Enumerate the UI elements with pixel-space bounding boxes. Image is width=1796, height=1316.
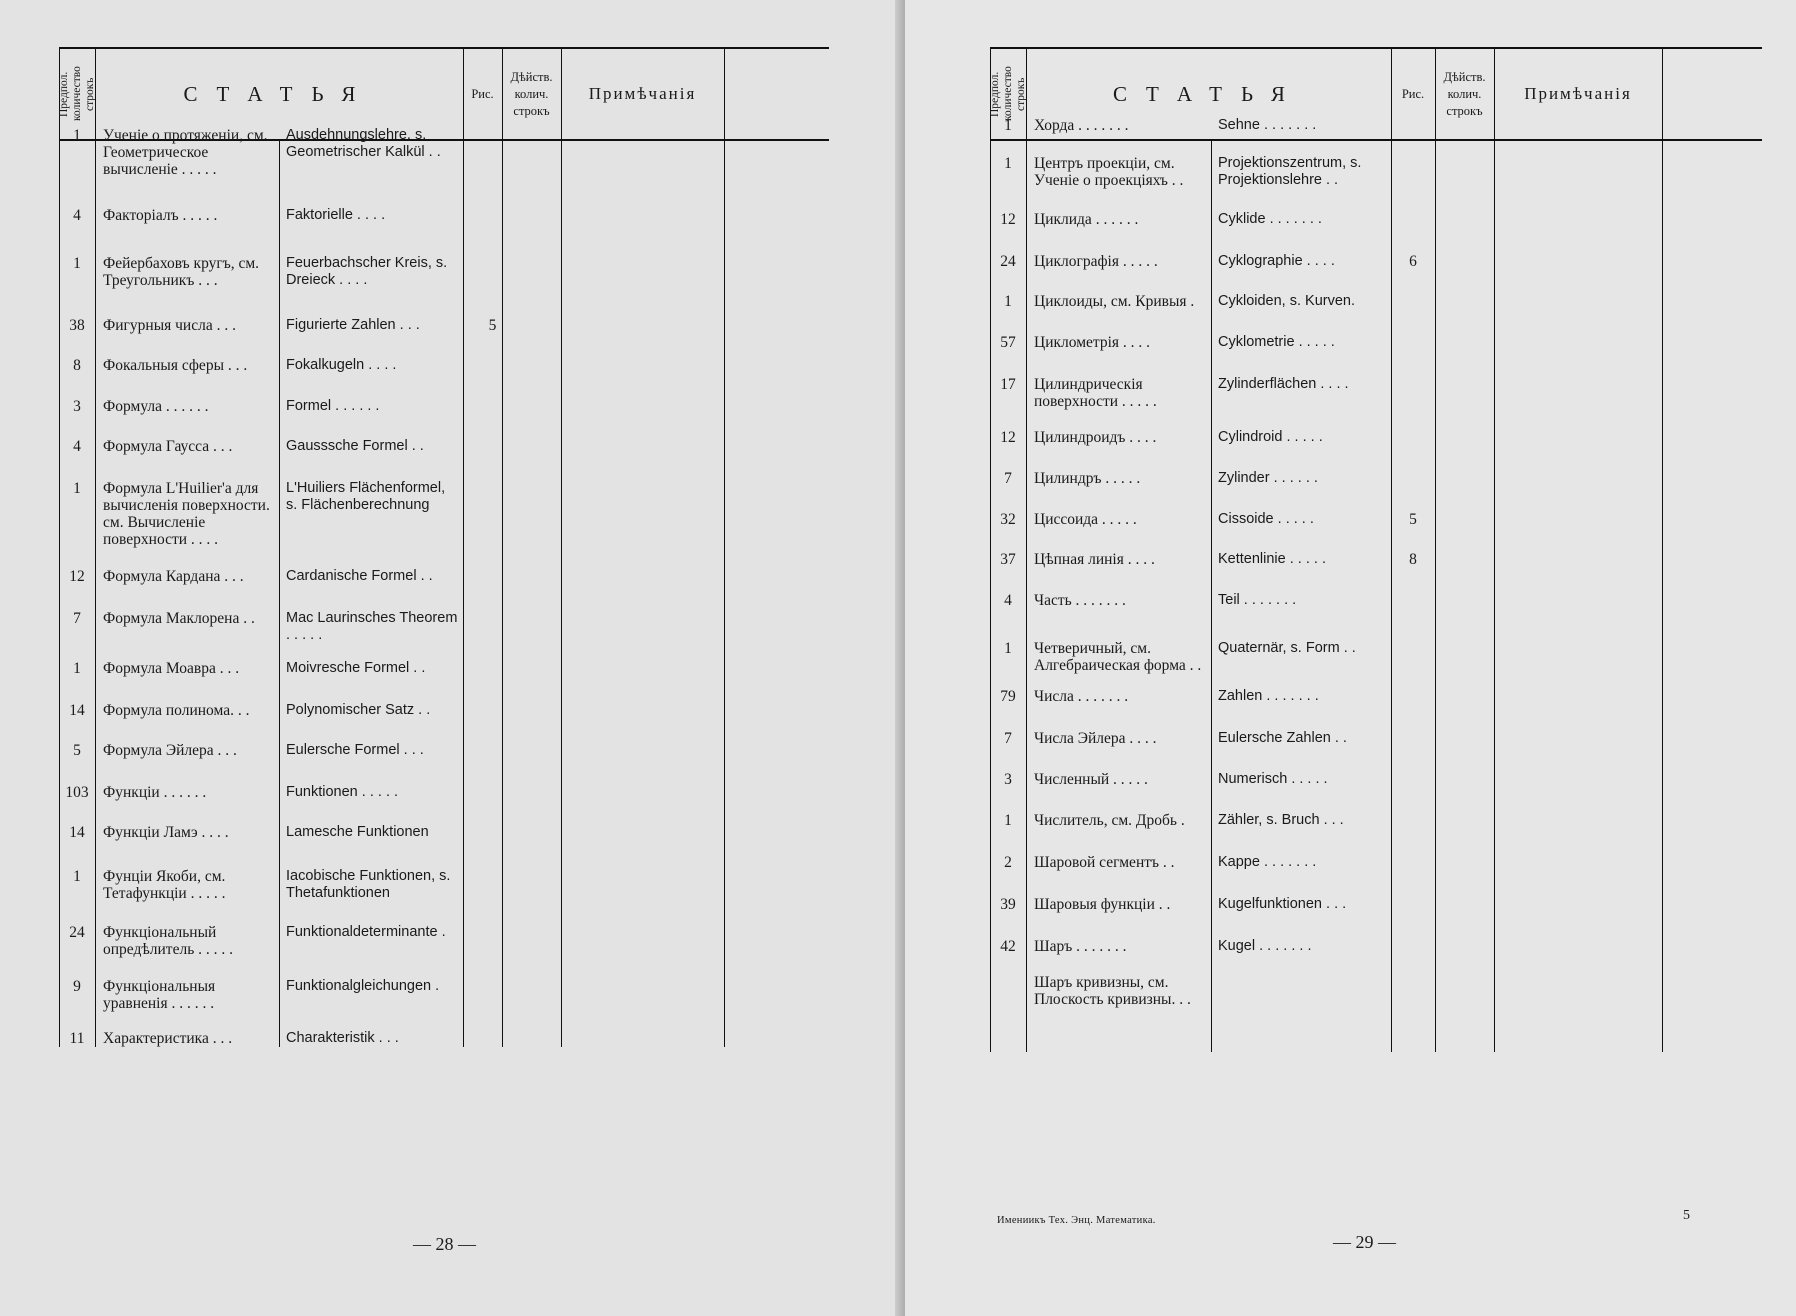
russian-term: Цѣпная линія . . . .: [1034, 551, 1155, 568]
russian-term: Шаръ . . . . . . .: [1034, 938, 1127, 955]
german-term: Mac Laurinsches Theorem . . . . .: [286, 610, 458, 643]
russian-term: Циклида . . . . . .: [1034, 211, 1139, 228]
german-term: Charakteristik . . .: [286, 1030, 399, 1046]
german-term: Figurierte Zahlen . . .: [286, 317, 420, 333]
figure-count: 8: [1409, 551, 1417, 568]
column-rule: [1435, 47, 1436, 1052]
row-count: 1: [73, 127, 81, 144]
row-count: 3: [1004, 771, 1012, 788]
header-fig: [463, 49, 502, 139]
russian-term: Фигурныя числа . . .: [103, 317, 236, 334]
german-term: Iacobische Funktionen, s. Thetafunktionen: [286, 868, 451, 901]
row-count: 7: [1004, 470, 1012, 487]
russian-term: Факторіалъ . . . . .: [103, 207, 218, 224]
russian-term: Шаръ кривизны, см. Плоскость кривизны. . .: [1034, 974, 1191, 1008]
header-count-label: Предпол. количество строкъ: [988, 66, 1027, 122]
german-term: Sehne . . . . . . .: [1218, 117, 1317, 133]
russian-term: Циссоида . . . . .: [1034, 511, 1137, 528]
russian-term: Четверичный, см. Алгебраическая форма . .: [1034, 640, 1202, 674]
german-term: Polynomischer Satz . .: [286, 702, 431, 718]
header-actual-label: Дѣйств. колич. строкъ: [510, 69, 553, 118]
row-count: 1: [73, 868, 81, 885]
row-count: 1: [1004, 812, 1012, 829]
row-count: 32: [1000, 511, 1016, 528]
header-notes: [1494, 49, 1662, 139]
row-count: 7: [73, 610, 81, 627]
russian-term: Формула Кардана . . .: [103, 568, 244, 585]
german-term: Eulersche Formel . . .: [286, 742, 424, 758]
column-rule: [502, 47, 503, 1047]
russian-term: Числа . . . . . . .: [1034, 688, 1129, 705]
russian-term: Формула Эйлера . . .: [103, 742, 237, 759]
german-term: Funktionaldeterminante .: [286, 924, 446, 940]
german-term: Teil . . . . . . .: [1218, 592, 1297, 608]
header-article-label: СТАТЬЯ: [1113, 81, 1304, 106]
russian-term: Центръ проекціи, см. Ученіе о проекціяхъ . .: [1034, 155, 1184, 189]
row-count: 12: [69, 568, 85, 585]
header-count-label: Предпол. количество строкъ: [57, 66, 96, 122]
row-count: 1: [1004, 293, 1012, 310]
column-rule: [1211, 139, 1212, 1052]
german-term: L'Huiliers Flächenformel, s. Flächenberechnung: [286, 480, 446, 513]
german-term: Cardanische Formel . .: [286, 568, 433, 584]
header-article-label: СТАТЬЯ: [183, 81, 375, 106]
row-count: 12: [1000, 211, 1016, 228]
row-count: 24: [1000, 253, 1016, 270]
russian-term: Часть . . . . . . .: [1034, 592, 1126, 609]
russian-term: Цилиндръ . . . . .: [1034, 470, 1141, 487]
german-term: Lamesche Funktionen: [286, 824, 429, 840]
german-term: Cykloiden, s. Kurven.: [1218, 293, 1356, 309]
header-fig-label: Рис.: [1401, 86, 1425, 101]
column-rule: [724, 47, 725, 1047]
russian-term: Числитель, см. Дробь .: [1034, 812, 1185, 829]
row-count: 1: [73, 480, 81, 497]
german-term: Moivresche Formel . .: [286, 660, 426, 676]
german-term: Zylinderflächen . . . .: [1218, 376, 1349, 392]
header-notes: [561, 49, 724, 139]
german-term: Quaternär, s. Form . .: [1218, 640, 1356, 656]
row-count: 4: [73, 207, 81, 224]
german-term: Kugel . . . . . . .: [1218, 938, 1312, 954]
header-notes-label: Примѣчанія: [1524, 84, 1632, 103]
row-count: 2: [1004, 854, 1012, 871]
german-term: Cissoide . . . . .: [1218, 511, 1314, 527]
header-article: [95, 49, 463, 139]
german-term: Kettenlinie . . . . .: [1218, 551, 1326, 567]
german-term: Zylinder . . . . . .: [1218, 470, 1318, 486]
russian-term: Формула полинома. . .: [103, 702, 250, 719]
german-term: Formel . . . . . .: [286, 398, 380, 414]
russian-term: Формула Моавра . . .: [103, 660, 240, 677]
russian-term: Циклографія . . . . .: [1034, 253, 1158, 270]
russian-term: Формула Маклорена . .: [103, 610, 255, 627]
russian-term: Ученіе о протяженіи, см. Геометрическое вычисленіе . . . . .: [103, 127, 268, 178]
figure-count: 5: [1409, 511, 1417, 528]
russian-term: Цилиндроидъ . . . .: [1034, 429, 1157, 446]
german-term: Kappe . . . . . . .: [1218, 854, 1317, 870]
russian-term: Шаровой сегментъ . .: [1034, 854, 1175, 871]
row-count: 4: [73, 438, 81, 455]
german-term: Cylindroid . . . . .: [1218, 429, 1323, 445]
row-count: 9: [73, 978, 81, 995]
german-term: Cyklometrie . . . . .: [1218, 334, 1335, 350]
row-count: 42: [1000, 938, 1016, 955]
column-rule: [95, 47, 96, 1047]
row-count: 1: [1004, 155, 1012, 172]
row-count: 1: [1004, 117, 1012, 134]
page-number-right: — 29 —: [1333, 1232, 1396, 1252]
row-count: 79: [1000, 688, 1016, 705]
column-rule: [59, 47, 60, 1047]
russian-term: Хорда . . . . . . .: [1034, 117, 1129, 134]
russian-term: Фейербаховъ кругъ, см. Треугольникъ . . .: [103, 255, 260, 289]
german-term: Gausssche Formel . .: [286, 438, 424, 454]
header-notes-label: Примѣчанія: [588, 84, 697, 103]
german-term: Fokalkugeln . . . .: [286, 357, 397, 373]
row-count: 1: [73, 660, 81, 677]
header-actual: [502, 49, 561, 139]
row-count: 12: [1000, 429, 1016, 446]
german-term: Eulersche Zahlen . .: [1218, 730, 1347, 746]
russian-term: Функціи Ламэ . . . .: [103, 824, 229, 841]
signature-mark: 5: [1683, 1208, 1690, 1223]
column-rule: [561, 47, 562, 1047]
header-fig-label: Рис.: [471, 86, 494, 101]
russian-term: Характеристика . . .: [103, 1030, 233, 1047]
column-rule: [1026, 47, 1027, 1052]
russian-term: Циклометрія . . . .: [1034, 334, 1151, 351]
column-rule: [463, 47, 464, 1047]
russian-term: Шаровыя функціи . .: [1034, 896, 1171, 913]
row-count: 1: [1004, 640, 1012, 657]
russian-term: Формула . . . . . .: [103, 398, 209, 415]
german-term: Faktorielle . . . .: [286, 207, 386, 223]
russian-term: Числа Эйлера . . . .: [1034, 730, 1157, 747]
page-number-left: — 28 —: [413, 1234, 476, 1254]
russian-term: Функціональныя уравненія . . . . . .: [103, 978, 216, 1012]
row-count: 8: [73, 357, 81, 374]
header-fig: [1391, 49, 1435, 139]
row-count: 17: [1000, 376, 1016, 393]
german-term: Projektionszentrum, s. Projektionslehre . .: [1218, 155, 1362, 188]
header-rule: [990, 139, 1762, 141]
footer-note: Имениикъ Тех. Энц. Математика.: [997, 1215, 1156, 1226]
russian-term: Функціональный опредѣлитель . . . . .: [103, 924, 234, 958]
german-term: Zähler, s. Bruch . . .: [1218, 812, 1344, 828]
russian-term: Фунціи Якоби, см. Тетафункціи . . . . .: [103, 868, 226, 902]
russian-term: Численный . . . . .: [1034, 771, 1148, 788]
figure-count: 6: [1409, 253, 1417, 270]
column-rule: [279, 139, 280, 1047]
german-term: Funktionen . . . . .: [286, 784, 399, 800]
russian-term: Цилиндрическія поверхности . . . . .: [1034, 376, 1157, 410]
row-count: 37: [1000, 551, 1016, 568]
right-page: [905, 0, 1796, 1316]
german-term: Zahlen . . . . . . .: [1218, 688, 1319, 704]
row-count: 11: [69, 1030, 85, 1047]
column-rule: [1662, 47, 1663, 1052]
russian-term: Фокальныя сферы . . .: [103, 357, 248, 374]
row-count: 14: [69, 824, 85, 841]
german-term: Ausdehnungslehre, s. Geometrischer Kalkül . .: [286, 127, 441, 160]
row-count: 57: [1000, 334, 1016, 351]
row-count: 39: [1000, 896, 1016, 913]
row-count: 1: [73, 255, 81, 272]
row-count: 7: [1004, 730, 1012, 747]
header-actual: [1435, 49, 1494, 139]
german-term: Feuerbachscher Kreis, s. Dreieck . . . .: [286, 255, 448, 288]
russian-term: Формула Гаусса . . .: [103, 438, 233, 455]
german-term: Cyklographie . . . .: [1218, 253, 1335, 269]
german-term: Funktionalgleichungen .: [286, 978, 440, 994]
column-rule: [1494, 47, 1495, 1052]
russian-term: Функціи . . . . . .: [103, 784, 207, 801]
row-count: 103: [65, 784, 89, 801]
header-count: [59, 49, 95, 139]
row-count: 3: [73, 398, 81, 415]
row-count: 24: [69, 924, 85, 941]
german-term: Numerisch . . . . .: [1218, 771, 1328, 787]
german-term: Kugelfunktionen . . .: [1218, 896, 1347, 912]
german-term: Cyklide . . . . . . .: [1218, 211, 1322, 227]
figure-count: 5: [488, 317, 497, 334]
row-count: 4: [1004, 592, 1012, 609]
row-count: 38: [69, 317, 85, 334]
russian-term: Формула L'Huilier'a для вычисленія поверхности. см. Вычисленіе поверхности . . . .: [103, 480, 270, 548]
header-actual-label: Дѣйств. колич. строкъ: [1443, 69, 1486, 118]
row-count: 14: [69, 702, 85, 719]
russian-term: Циклоиды, см. Кривыя .: [1034, 293, 1195, 310]
column-rule: [1391, 47, 1392, 1052]
row-count: 5: [73, 742, 81, 759]
